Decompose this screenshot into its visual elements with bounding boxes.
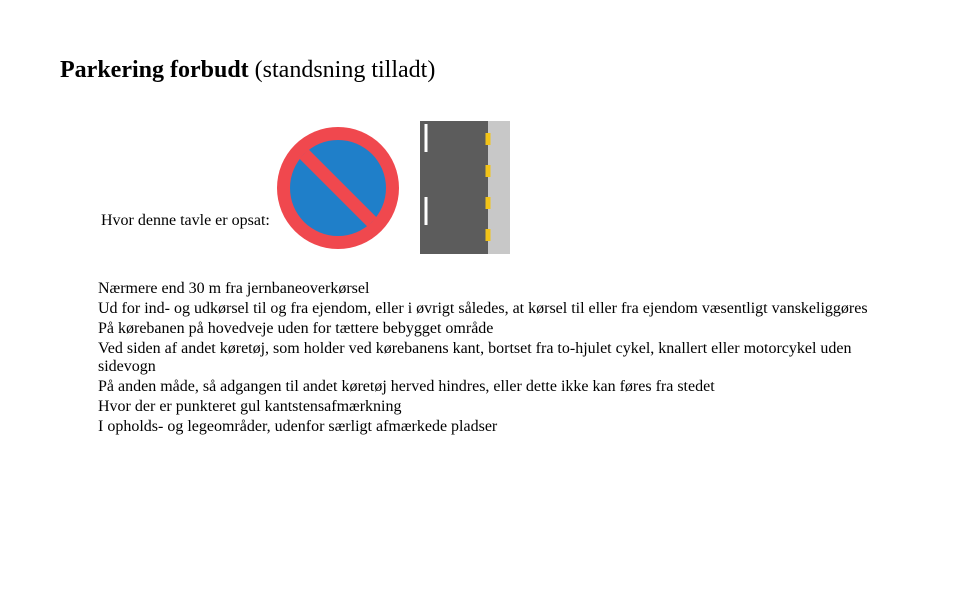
rule-item: På kørebanen på hovedveje uden for tættere bebygget område [98,320,494,337]
rule-item: På anden måde, så adgangen til andet køretøj herved hindres, eller dette ikke kan føres fra stedet [98,378,715,395]
page-title-bold: Parkering forbudt [60,57,249,83]
rule-item: Ved siden af andet køretøj, som holder ved kørebanens kant, bortset fra to-hjulet cykel, knallert eller motorcykel uden sidevogn [98,340,852,375]
rule-item: Ud for ind- og udkørsel til og fra ejendom, eller i øvrigt således, at kørsel til eller fra ejendom væsentligt vanskeliggøres [98,300,868,317]
rule-item: Nærmere end 30 m fra jernbaneoverkørsel [98,280,370,297]
page-title [60,54,435,86]
page-title-subtitle: (standsning tilladt) [254,57,436,83]
no-parking-sign-icon [276,126,400,250]
road-asphalt [420,121,488,254]
placement-label: Hvor denne tavle er opsat: [101,212,270,229]
road-yellow-dotted-curb-icon [420,121,510,254]
road-curb [488,121,510,254]
rule-item: I opholds- og legeområder, udenfor særligt afmærkede pladser [98,418,498,435]
rule-list [98,280,888,438]
rule-item: Hvor der er punkteret gul kantstensafmærkning [98,398,402,415]
